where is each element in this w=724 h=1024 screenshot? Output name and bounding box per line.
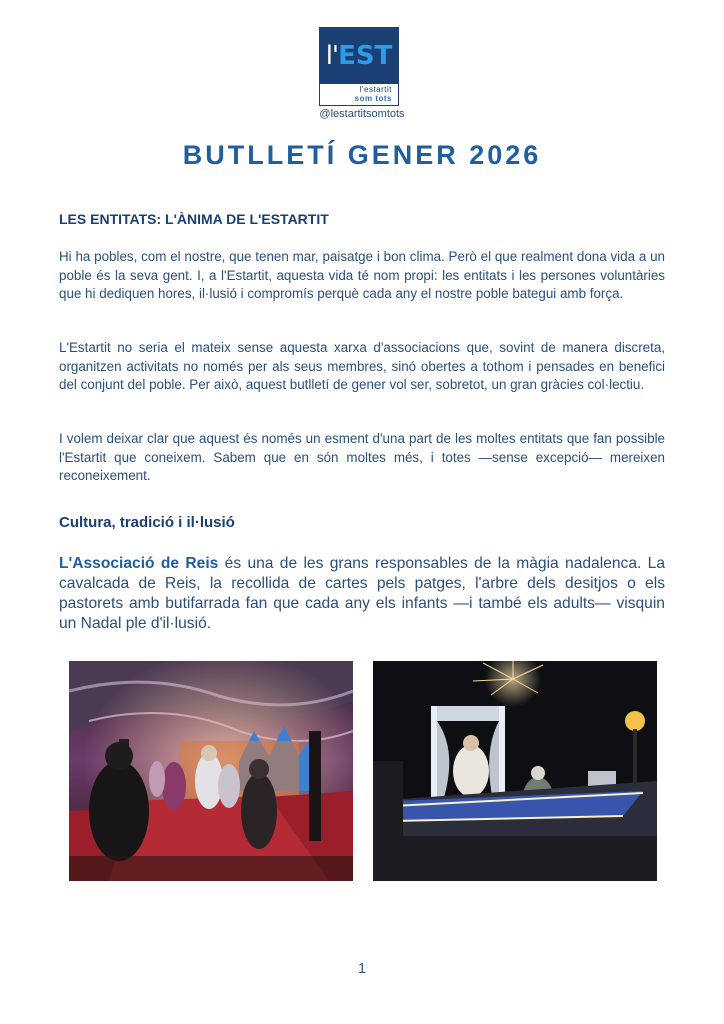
paragraph-2: L'Estartit no seria el mateix sense aquesta xarxa d'associacions que, sovint de manera discreta, organitzen activitats no només per als seus membres, sinó obertes a tothom i pensades en benefici del conjunt del poble. Per això, aquest butlletí de gener vol ser, sobretot, un gran gràcies col·lectiu.	[59, 340, 665, 392]
subsection-heading: Cultura, tradició i il·lusió	[59, 514, 235, 531]
logo-tagline	[320, 84, 398, 105]
logo-mark-l: l'	[325, 41, 339, 71]
logo-mark	[320, 28, 398, 84]
brand-logo	[319, 27, 399, 106]
paragraph-3: I volem deixar clar que aquest és només un esment d'una part de les moltes entitats que fan possible l'Estartit que coneixem. Sabem que en són moltes més, i totes —sense excepció— mereixen reconeixement.	[59, 431, 665, 483]
photo-reis-float	[373, 661, 657, 881]
logo-tagline-2: som tots	[354, 94, 392, 103]
page-number: 1	[357, 960, 367, 977]
section-heading: LES ENTITATS: L'ÀNIMA DE L'ESTARTIT	[59, 211, 329, 227]
association-name: L'Associació de Reis	[59, 555, 219, 572]
photo-reis-tent	[69, 661, 353, 881]
social-handle: @lestartitsomtots	[319, 108, 405, 120]
page-title: BUTLLETÍ GENER 2026	[182, 140, 542, 170]
logo-tagline-1: l'estartit	[359, 85, 392, 94]
paragraph-1: Hi ha pobles, com el nostre, que tenen mar, paisatge i bon clima. Però el que realment dona vida a un poble és la seva gent. I, a l'Estartit, aquesta vida té nom propi: les entitats i les persones voluntàries que hi dediquen hores, il·lusió i compromís perquè cada any el nostre poble bategui amb força.	[59, 249, 665, 301]
subsection-body: és una de les grans responsables de la màgia nadalenca. La cavalcada de Reis, la recollida de cartes pels patges, l'arbre dels desitjos o els pastorets amb butifarrada fan que cada any els infants —i també els adults— visquin un Nadal ple d'il·lusió.	[59, 555, 665, 632]
logo-mark-est: EST	[338, 41, 393, 71]
subsection-paragraph	[59, 554, 665, 634]
